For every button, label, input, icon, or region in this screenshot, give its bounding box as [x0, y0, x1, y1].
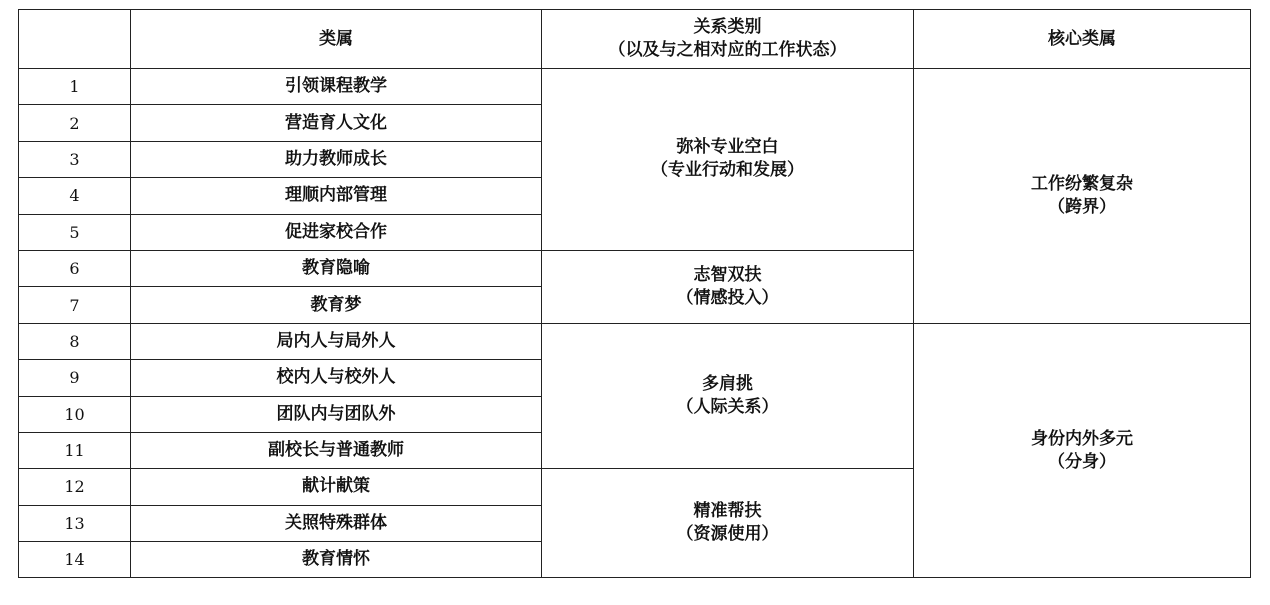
row-category: 教育隐喻	[131, 250, 542, 286]
relation-cell	[542, 323, 914, 469]
row-number: 7	[19, 287, 131, 323]
row-number: 10	[19, 396, 131, 432]
core-title: 身份内外多元	[1031, 428, 1133, 449]
header-number	[19, 10, 131, 69]
row-number: 9	[19, 360, 131, 396]
header-relation	[542, 10, 914, 69]
row-number: 14	[19, 542, 131, 578]
relation-title: 弥补专业空白	[676, 137, 779, 158]
relation-title: 多肩挑	[702, 374, 753, 395]
row-category: 局内人与局外人	[131, 323, 542, 359]
relation-subtitle: （专业行动和发展）	[651, 160, 804, 181]
category-table	[18, 9, 1251, 578]
row-number: 5	[19, 214, 131, 250]
relation-subtitle: （资源使用）	[676, 524, 779, 545]
row-category: 团队内与团队外	[131, 396, 542, 432]
row-category: 理顺内部管理	[131, 178, 542, 214]
row-number: 4	[19, 178, 131, 214]
row-category: 关照特殊群体	[131, 505, 542, 541]
row-number: 6	[19, 250, 131, 286]
relation-subtitle: （情感投入）	[676, 287, 779, 308]
core-subtitle: （跨界）	[1048, 196, 1116, 217]
core-cell	[914, 69, 1251, 324]
header-relation-subtitle: （以及与之相对应的工作状态）	[608, 40, 847, 60]
header-category: 类属	[131, 10, 542, 69]
row-category: 校内人与校外人	[131, 360, 542, 396]
row-number: 11	[19, 432, 131, 468]
header-relation-title: 关系类别	[693, 17, 762, 37]
row-category: 献计献策	[131, 469, 542, 505]
header-core: 核心类属	[914, 10, 1251, 69]
header-row	[19, 10, 1251, 69]
table-row	[19, 69, 1251, 105]
row-number: 3	[19, 141, 131, 177]
core-cell	[914, 323, 1251, 578]
relation-cell	[542, 250, 914, 323]
core-subtitle: （分身）	[1048, 451, 1116, 472]
row-category: 引领课程教学	[131, 69, 542, 105]
row-category: 副校长与普通教师	[131, 432, 542, 468]
row-category: 助力教师成长	[131, 141, 542, 177]
relation-title: 精准帮扶	[693, 501, 762, 522]
core-title: 工作纷繁复杂	[1031, 173, 1133, 194]
row-number: 8	[19, 323, 131, 359]
row-category: 教育梦	[131, 287, 542, 323]
row-number: 13	[19, 505, 131, 541]
row-number: 2	[19, 105, 131, 141]
row-category: 促进家校合作	[131, 214, 542, 250]
relation-cell	[542, 69, 914, 251]
row-category: 营造育人文化	[131, 105, 542, 141]
relation-title: 志智双扶	[693, 264, 762, 285]
relation-cell	[542, 469, 914, 578]
row-number: 12	[19, 469, 131, 505]
row-number: 1	[19, 69, 131, 105]
relation-subtitle: （人际关系）	[676, 397, 779, 418]
table-row	[19, 323, 1251, 359]
row-category: 教育情怀	[131, 542, 542, 578]
